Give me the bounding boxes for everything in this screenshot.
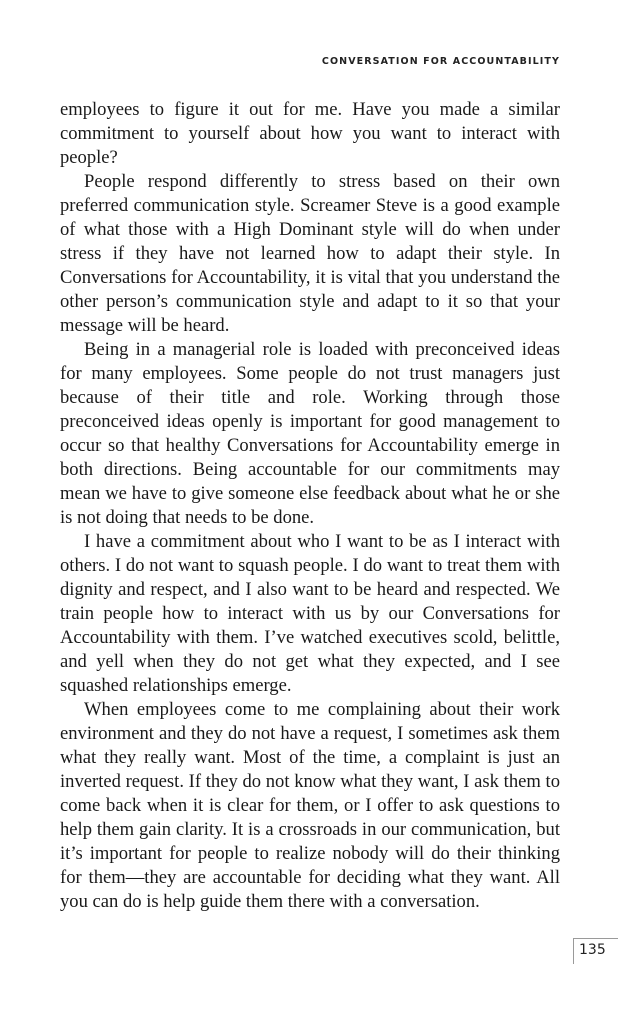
paragraph-commitment: I have a commitment about who I want to be as I interact with others. I do not want to squash people. I do want to treat them with dignity and respect, and I also want to be heard and respected. We train people how to interact with us by our Conversations for Accountability with them. I’ve watched executives scold, belittle, and yell when they do not get what they expected, and I see squashed relationships emerge. <box>60 531 560 696</box>
paragraph-communication-style: People respond differently to stress based on their own preferred communication style. Screamer Steve is a good example of what those with a High Dominant style will do when under stress if they have not learned how to adapt their style. In Conversations for Accountability, it is vital that you understand the other person’s communication style and adapt to it so that your message will be heard. <box>60 171 560 336</box>
page-number-box <box>573 938 618 964</box>
paragraph-employee-complaints: When employees come to me complaining about their work environment and they do not have a request, I sometimes ask them what they really want. Most of the time, a complaint is just an inverted request. If they do not know what they want, I ask them to come back when it is clear for them, or I offer to ask questions to help them gain clarity. It is a crossroads in our communication, but it’s important for people to realize nobody will do their thinking for them—they are accountable for deciding what they want. All you can do is help guide them there with a conversation. <box>60 699 560 912</box>
running-head: CONVERSATION FOR ACCOUNTABILITY <box>321 56 560 67</box>
body-text <box>60 98 560 914</box>
page-number: 135 <box>579 942 606 958</box>
paragraph-managerial-role: Being in a managerial role is loaded with preconceived ideas for many employees. Some people do not trust managers just because of their title and role. Working through those preconceived ideas openly is important for good management to occur so that healthy Conversations for Accountability emerge in both directions. Being accountable for our commitments may mean we have to give someone else feedback about what he or she is not doing that needs to be done. <box>60 339 560 528</box>
paragraph-continuation: employees to figure it out for me. Have you made a similar commitment to yourself about how you want to interact with people? <box>60 99 560 168</box>
